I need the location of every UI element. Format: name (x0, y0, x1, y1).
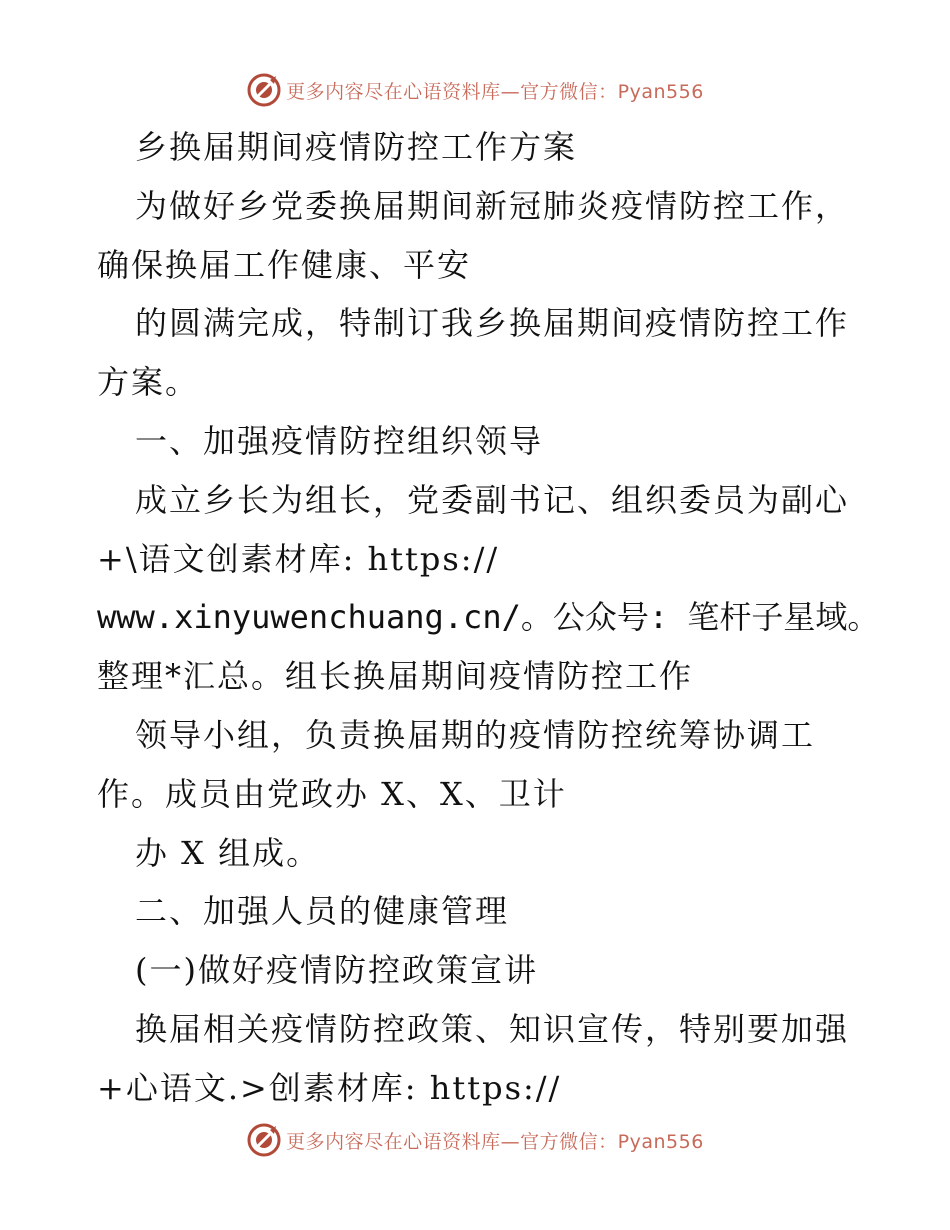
watermark-footer (0, 1120, 950, 1160)
paragraph-line: 作。成员由党政办 X、X、卫计 (97, 774, 567, 813)
document-title: 乡换届期间疫情防控工作方案 (135, 128, 578, 166)
document-body (97, 118, 880, 1118)
paragraph-line: +心语文.>创素材库: https:// (97, 1068, 562, 1107)
section-heading: 二、加强人员的健康管理 (135, 892, 510, 931)
paragraph-line: 为做好乡党委换届期间新冠肺炎疫情防控工作， (135, 186, 850, 225)
paragraph-line: +\语文创素材库: https:// (97, 539, 500, 578)
watermark-text: 更多内容尽在心语资料库—官方微信：Pyan556 (286, 1130, 704, 1153)
subsection-heading: (一)做好疫情防控政策宣讲 (135, 951, 538, 990)
paragraph-line: 的圆满完成，特制订我乡换届期间疫情防控工作 (135, 304, 850, 343)
section-heading: 一、加强疫情防控组织领导 (135, 421, 544, 460)
seal-logo-icon (246, 72, 282, 108)
paragraph-line: www.xinyuwenchuang.cn/。公众号: 笔杆子星域。 (97, 598, 880, 637)
paragraph-line: 成立乡长为组长，党委副书记、组织委员为副心 (135, 480, 850, 519)
paragraph-line: 方案。 (97, 363, 200, 402)
paragraph-line: 换届相关疫情防控政策、知识宣传，特别要加强 (135, 1009, 850, 1048)
paragraph-line: 整理*汇总。组长换届期间疫情防控工作 (97, 657, 694, 696)
paragraph-line: 确保换届工作健康、平安 (97, 245, 472, 284)
watermark-text: 更多内容尽在心语资料库—官方微信：Pyan556 (286, 80, 704, 103)
watermark-header (0, 70, 950, 110)
paragraph-line: 领导小组，负责换届期的疫情防控统筹协调工 (135, 715, 816, 754)
paragraph-line: 办 X 组成。 (135, 833, 321, 872)
seal-logo-icon (246, 1122, 282, 1158)
